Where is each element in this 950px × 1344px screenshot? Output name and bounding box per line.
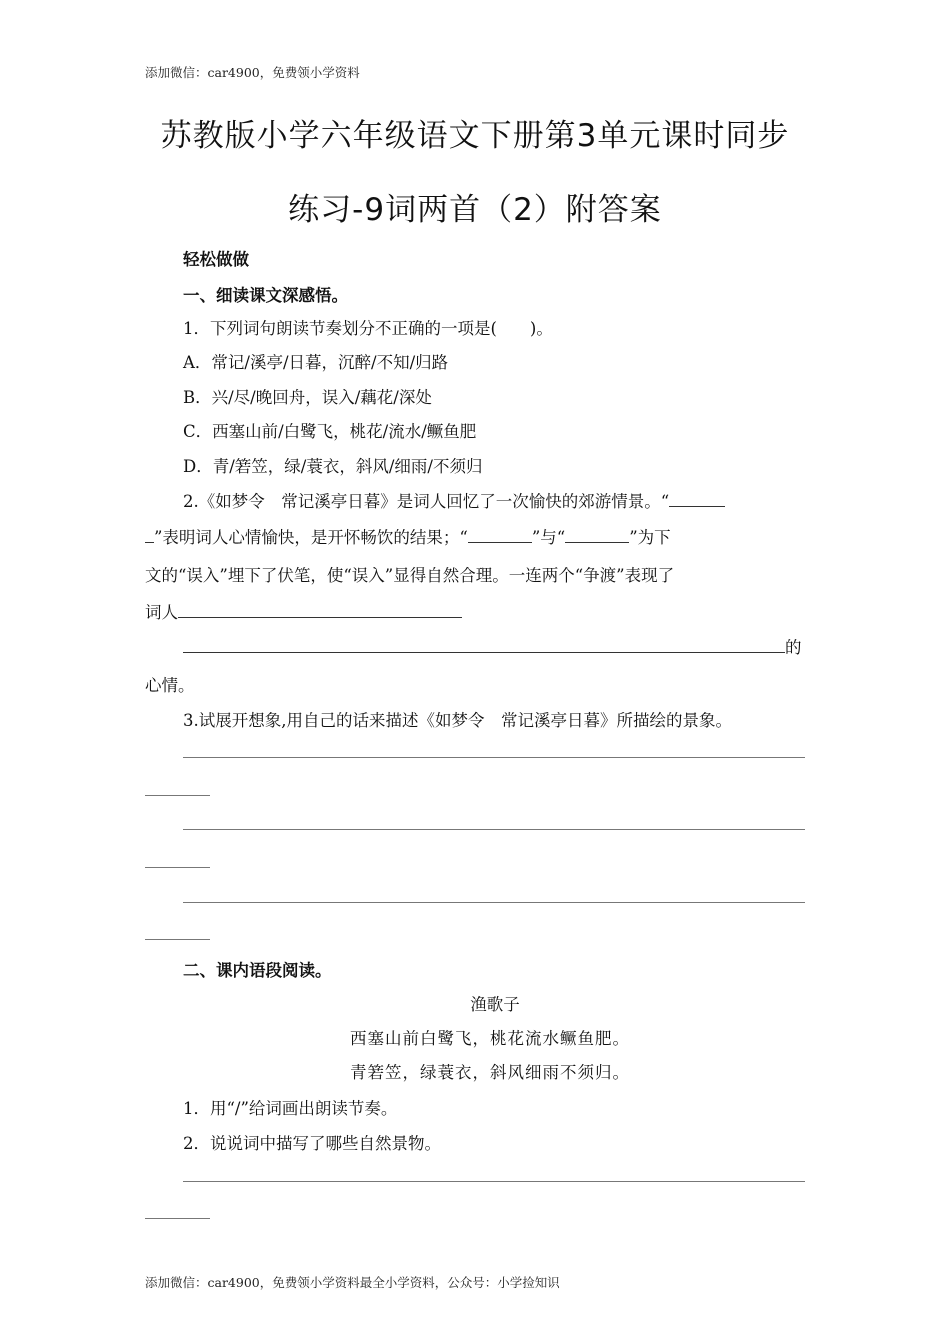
page-title-line1: 苏教版小学六年级语文下册第3单元课时同步 bbox=[160, 118, 790, 154]
question-2-line6: 心情。 bbox=[145, 676, 195, 695]
answer-line-4[interactable] bbox=[183, 1181, 805, 1182]
part2-question-1: 1．用“/”给词画出朗读节奏。 bbox=[183, 1099, 398, 1118]
q2-text-f: 词人 bbox=[145, 603, 178, 622]
answer-blank-2[interactable] bbox=[468, 527, 532, 543]
q2-text-d: ”为下 bbox=[629, 528, 671, 547]
question-2-line1 bbox=[183, 488, 725, 512]
part1-heading: 一、细读课文深感悟。 bbox=[183, 286, 348, 305]
answer-blank-1b[interactable] bbox=[145, 527, 154, 543]
question-2-line5 bbox=[183, 634, 802, 658]
question-2-line3: 文的“误入”埋下了伏笔，使“误入”显得自然合理。一连两个“争渡”表现了 bbox=[145, 566, 675, 585]
part2-question-2: 2．说说词中描写了哪些自然景物。 bbox=[183, 1134, 441, 1153]
part2-heading: 二、课内语段阅读。 bbox=[183, 961, 332, 980]
answer-blank-1a[interactable] bbox=[669, 491, 725, 507]
poem-line-1: 西塞山前白鹭飞，桃花流水鳜鱼肥。 bbox=[350, 1029, 630, 1048]
question-2-line4 bbox=[145, 599, 462, 623]
option-a: A．常记/溪亭/日暮，沉醉/不知/归路 bbox=[183, 353, 449, 372]
page-title-line2: 练习-9词两首（2）附答案 bbox=[288, 192, 662, 228]
option-d: D．青/箬笠，绿/蓑衣，斜风/细雨/不须归 bbox=[183, 457, 483, 476]
answer-blank-4a[interactable] bbox=[178, 602, 462, 618]
q2-text-c: ”与“ bbox=[531, 528, 566, 547]
answer-line-1-end[interactable] bbox=[145, 795, 210, 796]
answer-line-1[interactable] bbox=[183, 757, 805, 758]
option-c: C．西塞山前/白鹭飞，桃花/流水/鳜鱼肥 bbox=[183, 422, 477, 441]
option-b: B．兴/尽/晚回舟，误入/藕花/深处 bbox=[183, 388, 432, 407]
answer-line-2-end[interactable] bbox=[145, 867, 210, 868]
answer-line-3-end[interactable] bbox=[145, 939, 210, 940]
poem-line-2: 青箬笠，绿蓑衣，斜风细雨不须归。 bbox=[350, 1063, 630, 1082]
answer-blank-4b[interactable] bbox=[183, 637, 785, 653]
q2-text-a: 2.《如梦令 常记溪亭日暮》是词人回忆了一次愉快的郊游情景。“ bbox=[183, 492, 670, 511]
header-note: 添加微信：car4900，免费领小学资料 bbox=[145, 65, 360, 80]
question-2-line2 bbox=[145, 524, 671, 548]
poem-title: 渔歌子 bbox=[470, 995, 520, 1014]
answer-line-2[interactable] bbox=[183, 829, 805, 830]
answer-blank-3[interactable] bbox=[565, 527, 629, 543]
question-3: 3.试展开想象,用自己的话来描述《如梦令 常记溪亭日暮》所描绘的景象。 bbox=[183, 711, 732, 730]
section-easy-heading: 轻松做做 bbox=[183, 250, 249, 269]
answer-line-4-end[interactable] bbox=[145, 1218, 210, 1219]
answer-line-3[interactable] bbox=[183, 902, 805, 903]
q2-text-b: ”表明词人心情愉快，是开怀畅饮的结果；“ bbox=[154, 528, 468, 547]
question-1: 1．下列词句朗读节奏划分不正确的一项是( )。 bbox=[183, 319, 553, 338]
q2-text-g: 的 bbox=[785, 638, 802, 657]
footer-note: 添加微信：car4900，免费领小学资料最全小学资料，公众号：小学捡知识 bbox=[145, 1275, 560, 1290]
